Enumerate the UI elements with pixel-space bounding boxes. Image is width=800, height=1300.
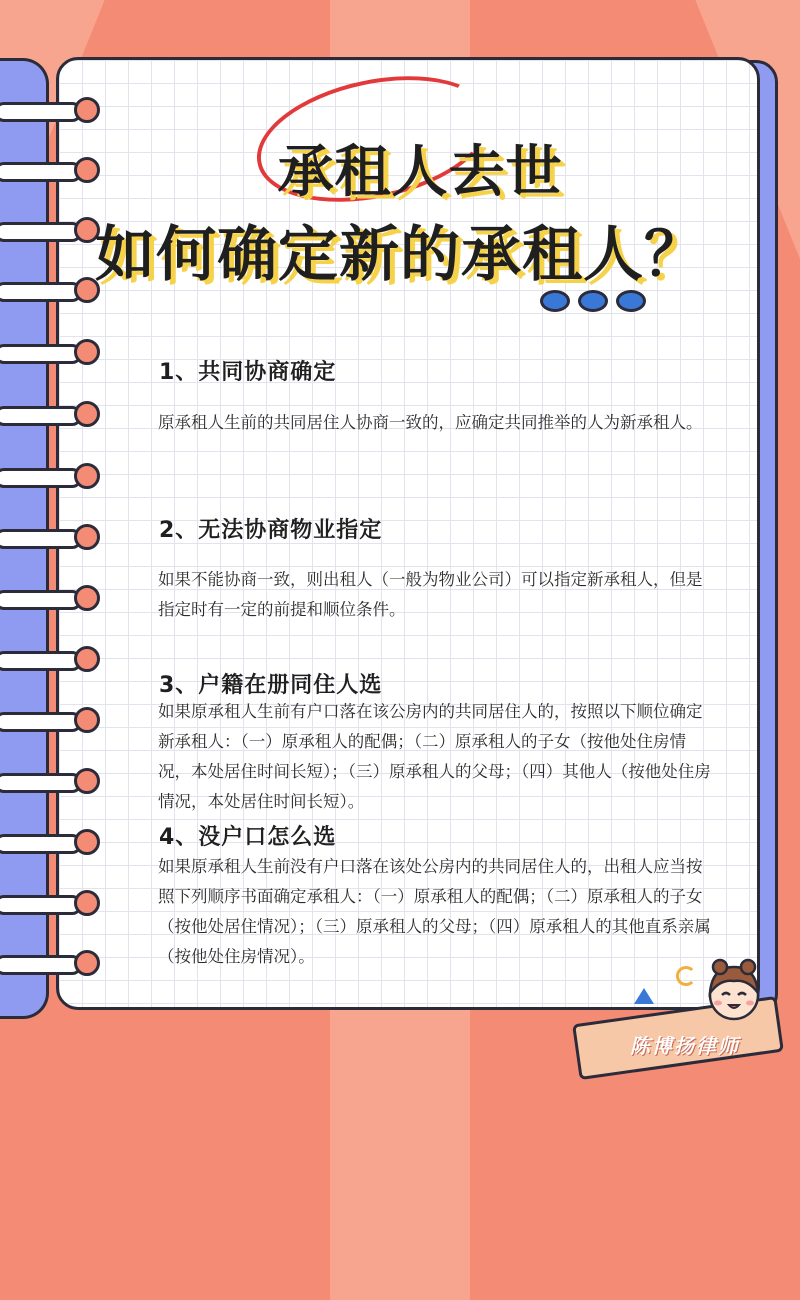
section-heading-2: 2、无法协商物业指定 (155, 513, 386, 544)
spiral-ring (0, 768, 94, 794)
section-heading-4: 4、没户口怎么选 (155, 820, 340, 851)
page-title-line-1: 承租人去世 (277, 140, 563, 205)
section-text-1: 原承租人生前的共同居住人协商一致的，应确定共同推举的人为新承租人。 (158, 413, 703, 432)
cartoon-girl-icon (700, 955, 768, 1025)
spiral-ring (0, 524, 94, 550)
swirl-icon (676, 966, 696, 986)
signature: 陈博扬律师 (630, 1034, 740, 1058)
section-text-3: 如果原承租人生前有户口落在该公房内的共同居住人的，按照以下顺位确定新承租人：（一）原承租人的配偶；（二）原承租人的子女（按他处住房情况，本处居住时间长短）；（三）原承租人的父母；（四）其他人（按他处住房情况，本处居住时间长短）。 (158, 702, 711, 811)
spiral-ring (0, 463, 94, 489)
dot-icon (616, 290, 646, 312)
spiral-ring (0, 950, 94, 976)
spiral-ring (0, 401, 94, 427)
section-heading-1: 1、共同协商确定 (155, 355, 340, 386)
section-heading-3: 3、户籍在册同住人选 (155, 668, 386, 699)
spiral-ring (0, 707, 94, 733)
spiral-ring (0, 339, 94, 365)
spiral-ring (0, 585, 94, 611)
spiral-ring (0, 829, 94, 855)
spiral-ring (0, 97, 94, 123)
dot-icon (578, 290, 608, 312)
triangle-icon (634, 988, 654, 1004)
dot-icon (540, 290, 570, 312)
section-text-2: 如果不能协商一致，则出租人（一般为物业公司）可以指定新承租人，但是指定时有一定的前提和顺位条件。 (158, 570, 703, 619)
spiral-ring (0, 646, 94, 672)
spiral-ring (0, 890, 94, 916)
page-title-line-2: 如何确定新的承租人？ (95, 220, 705, 290)
section-text-4: 如果原承租人生前没有户口落在该处公房内的共同居住人的，出租人应当按照下列顺序书面确定承租人：（一）原承租人的配偶；（二）原承租人的子女（按他处居住情况）；（三）原承租人的父母；（四）原承租人的其他直系亲属（按他处住房情况）。 (158, 857, 711, 966)
